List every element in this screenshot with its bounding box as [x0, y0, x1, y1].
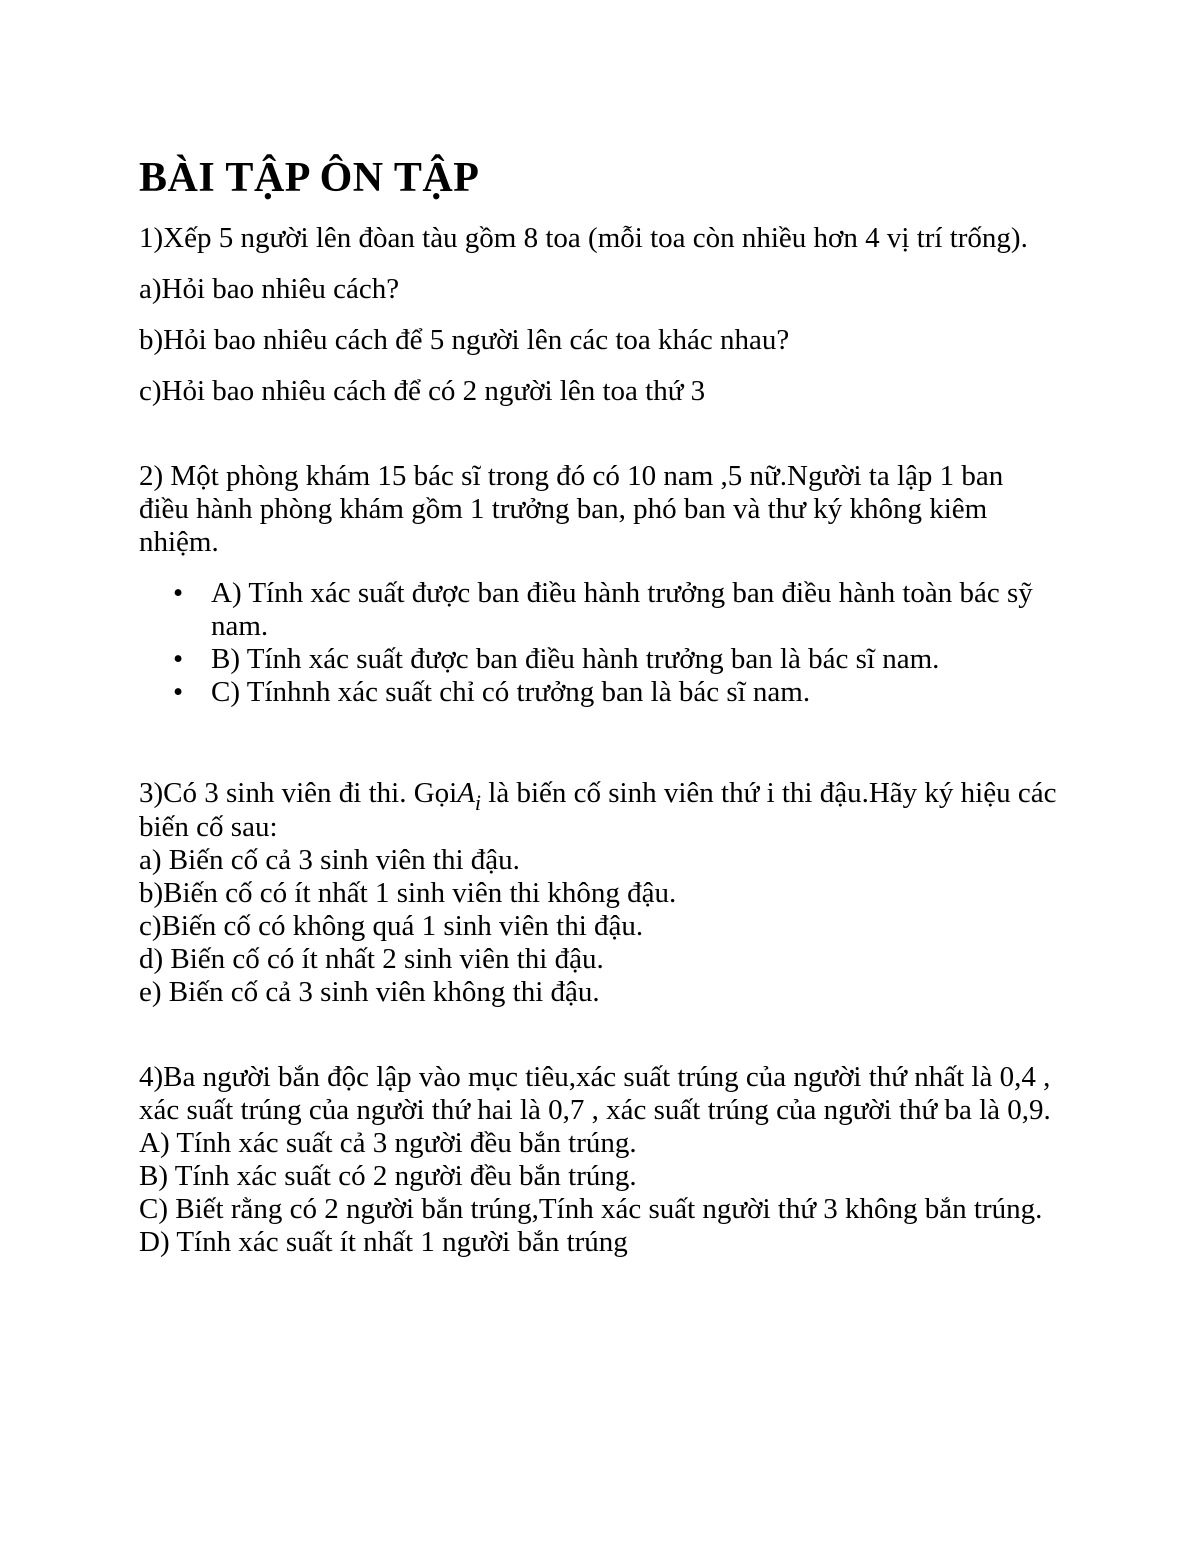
question-4-item-c: C) Biết rằng có 2 người bắn trúng,Tính xác suất người thứ 3 không bắn trúng.: [139, 1193, 1043, 1225]
question-3-stem-before: 3)Có 3 sinh viên đi thi. Gọi: [139, 777, 458, 809]
question-2-item-c: C) Tínhnh xác suất chỉ có trưởng ban là bác sĩ nam.: [211, 676, 811, 708]
question-3-item-c: c)Biến cố có không quá 1 sinh viên thi đậu.: [139, 910, 644, 942]
event-symbol-main: A: [457, 777, 475, 809]
page-title: BÀI TẬP ÔN TẬP: [139, 155, 480, 201]
question-3: [139, 777, 1059, 1009]
question-4: [139, 1061, 1059, 1259]
question-3-stem-after: là biến cố sinh viên thứ i thi đậu.Hãy ký hiệu các biến cố sau:: [139, 777, 1057, 843]
question-2: [139, 460, 1059, 709]
question-1: [139, 222, 1059, 408]
question-1-part-c: c)Hỏi bao nhiêu cách để có 2 người lên toa thứ 3: [139, 375, 706, 407]
question-4-item-b: B) Tính xác suất có 2 người đều bắn trúng.: [139, 1160, 637, 1192]
event-symbol: [457, 777, 482, 815]
question-1-stem: 1)Xếp 5 người lên đòan tàu gồm 8 toa (mỗi toa còn nhiều hơn 4 vị trí trống).: [139, 222, 1028, 254]
question-4-item-a: A) Tính xác suất cả 3 người đều bắn trúng.: [139, 1127, 637, 1159]
question-1-part-a: a)Hỏi bao nhiêu cách?: [139, 273, 400, 305]
question-3-item-e: e) Biến cố cả 3 sinh viên không thi đậu.: [139, 976, 600, 1008]
question-4-stem: 4)Ba người bắn độc lập vào mục tiêu,xác suất trúng của người thứ nhất là 0,4 , xác suất trúng của người thứ hai là 0,7 , xác suất trúng của người thứ ba là 0,9.: [139, 1061, 1051, 1126]
question-4-item-d: D) Tính xác suất ít nhất 1 người bắn trúng: [139, 1226, 628, 1258]
question-2-list: [139, 577, 1059, 709]
question-2-stem: 2) Một phòng khám 15 bác sĩ trong đó có 10 nam ,5 nữ.Người ta lập 1 ban điều hành phòng khám gồm 1 trưởng ban, phó ban và thư ký không kiêm nhiệm.: [139, 460, 1004, 558]
question-2-item-a: A) Tính xác suất được ban điều hành trưởng ban điều hành toàn bác sỹ nam.: [211, 577, 1033, 642]
bullet-icon: •: [173, 676, 184, 708]
document-page: [139, 152, 1059, 1259]
question-1-part-b: b)Hỏi bao nhiêu cách để 5 người lên các toa khác nhau?: [139, 324, 790, 356]
question-3-item-a: a) Biến cố cả 3 sinh viên thi đậu.: [139, 844, 520, 876]
list-item: [139, 577, 1059, 643]
question-3-item-d: d) Biến cố có ít nhất 2 sinh viên thi đậu.: [139, 943, 604, 975]
question-4-list: [139, 1127, 1059, 1259]
question-2-item-b: B) Tính xác suất được ban điều hành trưởng ban là bác sĩ nam.: [211, 643, 940, 675]
bullet-icon: •: [173, 643, 184, 675]
event-symbol-subscript: i: [474, 790, 482, 815]
question-3-list: [139, 844, 1059, 1009]
question-3-item-b: b)Biến cố có ít nhất 1 sinh viên thi không đậu.: [139, 877, 677, 909]
list-item: [139, 643, 1059, 676]
list-item: [139, 676, 1059, 709]
question-3-stem: [139, 777, 1059, 844]
bullet-icon: •: [173, 577, 184, 609]
